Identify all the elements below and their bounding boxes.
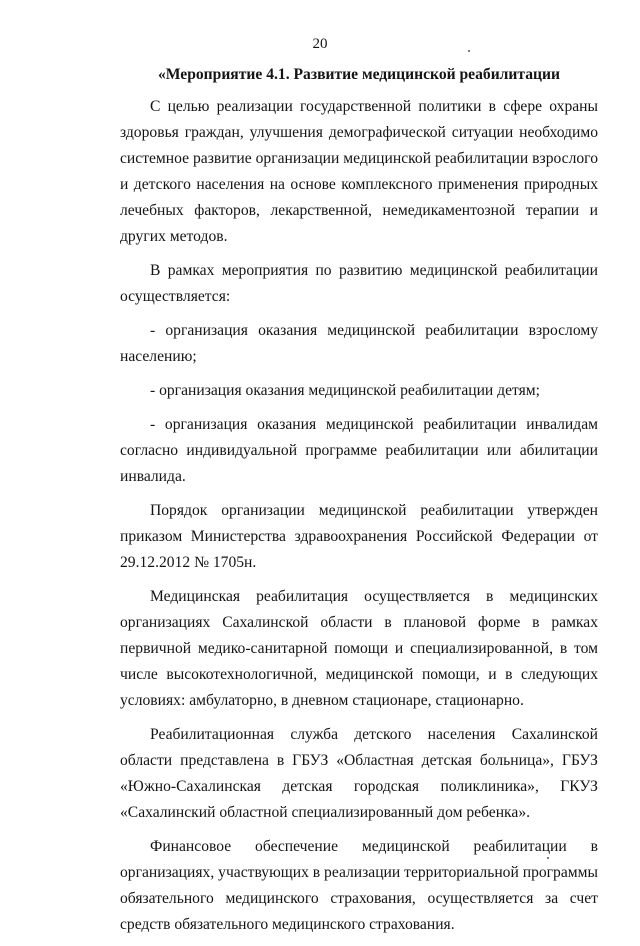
scan-speck: [468, 50, 470, 52]
paragraph-scope-intro: В рамках мероприятия по развитию медицинской реабилитации осуществляется:: [120, 262, 598, 305]
document-body: [120, 62, 598, 946]
list-item-adults: - организация оказания медицинской реабилитации взрослому населению;: [120, 322, 598, 365]
list-item-children: - организация оказания медицинской реабилитации детям;: [150, 382, 541, 399]
paragraph-children-service: Реабилитационная служба детского населения Сахалинской области представлена в ГБУЗ «Областная детская больница», ГБУЗ «Южно-Сахалинская детская городская поликлиника», ГКУЗ «Сахалинский областной специализированный дом ребенка».: [120, 726, 598, 821]
scan-speck: [547, 857, 549, 859]
paragraph-organizations: Медицинская реабилитация осуществляется в медицинских организациях Сахалинской области в плановой форме в рамках первичной медико-санитарной помощи и специализированной, в том числе высокотехнологичной, медицинской помощи, и в следующих условиях: амбулаторно, в дневном стационаре, стационарно.: [120, 588, 598, 709]
paragraph-procedure: Порядок организации медицинской реабилитации утвержден приказом Министерства здравоохранения Российской Федерации от 29.12.2012 № 1705н.: [120, 502, 598, 571]
section-heading: «Мероприятие 4.1. Развитие медицинской реабилитации: [157, 66, 561, 83]
paragraph-purpose: С целью реализации государственной политики в сфере охраны здоровья граждан, улучшения демографической ситуации необходимо системное развитие организации медицинской реабилитации взрослого и детского населения на основе комплексного применения природных лечебных факторов, лекарственной, немедикаментозной терапии и других методов.: [120, 98, 598, 245]
list-item-disabled: - организация оказания медицинской реабилитации инвалидам согласно индивидуальной программе реабилитации или абилитации инвалида.: [120, 416, 598, 485]
page-number: 20: [312, 36, 328, 52]
paragraph-financing: Финансовое обеспечение медицинской реабилитации в организациях, участвующих в реализации территориальной программы обязательного медицинского страхования, осуществляется за счет средств обязательного медицинского страхования.: [120, 838, 598, 933]
